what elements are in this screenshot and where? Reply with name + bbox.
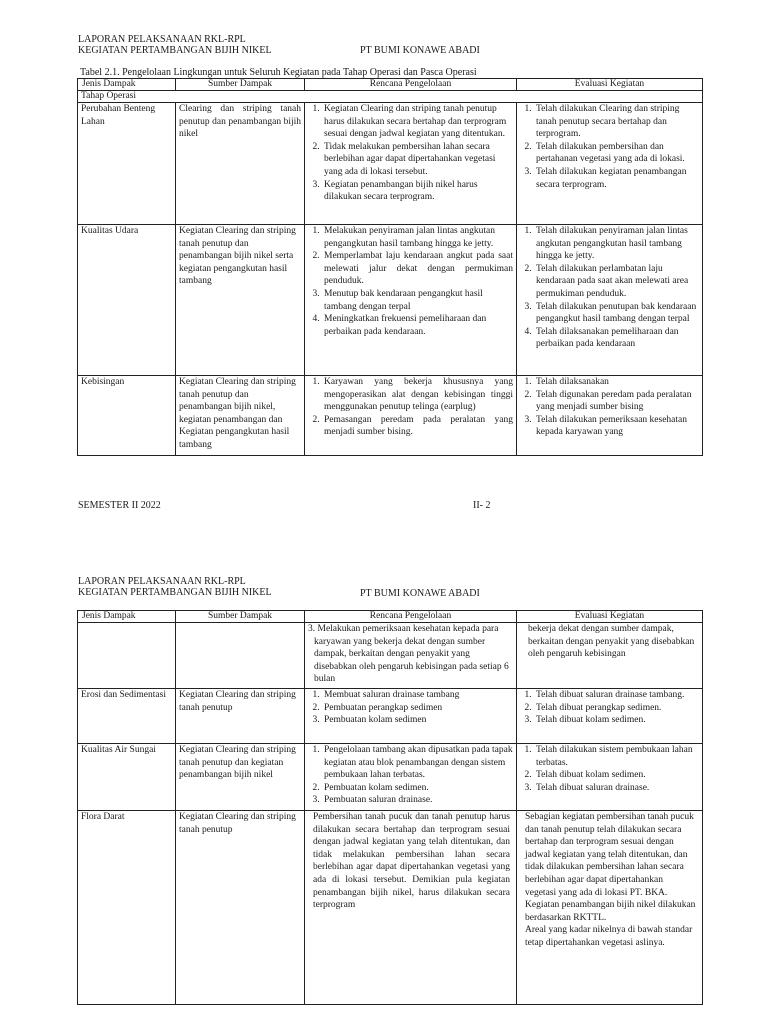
report-title: LAPORAN PELAKSANAAN RKL-RPL [78, 34, 246, 45]
company-name: PT BUMI KONAWE ABADI [360, 588, 480, 599]
rencana-cell [305, 103, 517, 225]
list-item: 2. Pembuatan perangkap sedimen [322, 702, 513, 715]
list-item: 1. Telah dilakukan Clearing dan striping tanah penutup secara bertahap dan terprogram. [534, 103, 699, 141]
sumber-cell: Kegiatan Clearing dan striping tanah penutup dan penambangan bijih nikel, kegiatan penambangan dan Kegiatan pengangkutan hasil tambang [176, 376, 305, 456]
list-item: 3. Telah dibuat saluran drainase. [534, 782, 699, 795]
list-item: 3. Telah dilakukan penutupan bak kendaraan pengangkut hasil tambang dengan terpal [534, 301, 699, 326]
sumber-cell: Kegiatan Clearing dan striping tanah penutup dan penambangan bijih nikel serta kegiatan pengangkutan hasil tambang [176, 225, 305, 376]
report-subtitle: KEGIATAN PERTAMBANGAN BIJIH NIKEL [78, 587, 272, 598]
page-1 [0, 0, 768, 511]
evaluasi-cell [517, 103, 703, 225]
rencana-cell [305, 623, 517, 689]
report-subtitle: KEGIATAN PERTAMBANGAN BIJIH NIKEL [78, 45, 272, 56]
report-title: LAPORAN PELAKSANAAN RKL-RPL [78, 576, 246, 587]
table-header-row [78, 611, 703, 623]
table-row [78, 225, 703, 376]
list-item: 2. Telah dilakukan pembersihan dan pertahanan vegetasi yang ada di lokasi. [534, 141, 699, 166]
footer-page-number: II- 2 [473, 500, 491, 511]
evaluasi-cell [517, 376, 703, 456]
company-name: PT BUMI KONAWE ABADI [360, 45, 480, 56]
list-item: 3. Kegiatan penambangan bijih nikel harus dilakukan secara terprogram. [322, 179, 513, 204]
evaluasi-cell [517, 744, 703, 811]
table-header-row [78, 79, 703, 91]
table-row [78, 744, 703, 811]
evaluasi-cell [517, 225, 703, 376]
list-item: 3. Pembuatan saluran drainase. [322, 794, 513, 807]
list-item: 1. Melakukan penyiraman jalan lintas angkutan pengangkutan hasil tambang hingga ke jetty. [322, 225, 513, 250]
rencana-cell: Pembersihan tanah pucuk dan tanah penutup harus dilakukan secara bertahap dan terprogram sesuai dengan jadwal kegiatan yang telah ditentukan, dan tidak melakukan pembersihan lahan secara berlebihan agar dapat dipertahankan vegetasi yang ada di lokasi tersebut. Demikian pula kegiatan penambangan bijih nikel, harus dilakukan secara terprogram [305, 811, 517, 1005]
col-header-sumber: Sumber Dampak [176, 79, 305, 91]
evaluasi-cell [517, 811, 703, 1005]
list-item: 2. Memperlambat laju kendaraan angkut pada saat melewati jalur dekat dengan permukiman penduduk. [322, 250, 513, 288]
col-header-evaluasi: Evaluasi Kegiatan [517, 611, 703, 623]
list-item: 3. Telah dilakukan kegiatan penambangan secara terprogram. [534, 166, 699, 191]
rencana-cell [305, 744, 517, 811]
list-number: 3. [308, 624, 316, 634]
section-title: Tahap Operasi [78, 91, 703, 103]
list-item: 4. Telah dilaksanakan pemeliharaan dan perbaikan pada kendaraan [534, 326, 699, 351]
environment-table-continued [77, 610, 703, 1005]
list-item: 4. Meningkatkan frekuensi pemeliharaan dan perbaikan pada kendaraan. [322, 313, 513, 338]
list-item: 2. Telah dilakukan perlambatan laju kendaraan pada saat akan melewati area permukiman penduduk. [534, 263, 699, 301]
rencana-cell [305, 376, 517, 456]
list-item: 1. Telah dibuat saluran drainase tambang. [534, 689, 699, 702]
list-item: 2. Pemasangan peredam pada peralatan yang menjadi sumber bising. [322, 414, 513, 439]
jenis-cell: Kualitas Air Sungai [78, 744, 176, 811]
section-row [78, 91, 703, 103]
list-item: 3. Telah dilakukan pemeriksaan kesehatan kepada karyawan yang [534, 414, 699, 439]
table-row [78, 376, 703, 456]
evaluasi-paragraph: Areal yang kadar nikelnya di bawah standar tetap dipertahankan vegetasi aslinya. [525, 925, 693, 948]
list-item: 2. Telah dibuat perangkap sedimen. [534, 702, 699, 715]
table-row [78, 811, 703, 1005]
col-header-jenis: Jenis Dampak [78, 79, 176, 91]
list-item: 3. Telah dibuat kolam sedimen. [534, 714, 699, 727]
table-row [78, 103, 703, 225]
evaluasi-cell [517, 623, 703, 689]
table-caption: Tabel 2.1. Pengelolaan Lingkungan untuk Seluruh Kegiatan pada Tahap Operasi dan Pasca Operasi [80, 67, 477, 78]
list-item: 1. Telah dilakukan penyiraman jalan lintas angkutan pengangkutan hasil tambang hingga ke jetty. [534, 225, 699, 263]
list-item: 3. Menutup bak kendaraan pengangkut hasil tambang dengan terpal [322, 288, 513, 313]
list-item: 2. Tidak melakukan pembersihan lahan secara berlebihan agar dapat dipertahankan vegetasi yang ada di lokasi tersebut. [322, 141, 513, 179]
col-header-jenis: Jenis Dampak [78, 611, 176, 623]
list-item: 2. Pembuatan kolam sedimen. [322, 782, 513, 795]
list-item: bekerja dekat dengan sumber dampak, berkaitan dengan penyakit yang disebabkan oleh pengaruh kebisingan [528, 624, 695, 660]
col-header-sumber: Sumber Dampak [176, 611, 305, 623]
rencana-cell [305, 225, 517, 376]
list-item: Melakukan pemeriksaan kesehatan kepada para karyawan yang bekerja dekat dengan sumber dampak, berkaitan dengan penyakit yang disebabkan oleh pengaruh kebisingan pada setiap 6 bulan [314, 624, 509, 685]
list-item: 1. Pengelolaan tambang akan dipusatkan pada tapak kegiatan atau blok penambangan dengan sistem pembukaan lahan terbatas. [322, 744, 513, 782]
page-2 [0, 540, 768, 1024]
list-item: 3. Pembuatan kolam sedimen [322, 714, 513, 727]
list-item: 2. Telah digunakan peredam pada peralatan yang menjadi sumber bising [534, 389, 699, 414]
jenis-cell: Kebisingan [78, 376, 176, 456]
jenis-cell: Erosi dan Sedimentasi [78, 689, 176, 744]
sumber-cell: Kegiatan Clearing dan striping tanah penutup [176, 689, 305, 744]
col-header-evaluasi: Evaluasi Kegiatan [517, 79, 703, 91]
col-header-rencana: Rencana Pengelolaan [305, 79, 517, 91]
list-item: 1. Telah dilakukan sistem pembukaan lahan terbatas. [534, 744, 699, 769]
environment-table [77, 78, 703, 456]
list-item: 1. Kegiatan Clearing dan striping tanah penutup harus dilakukan secara bertahap dan terprogram sesuai dengan jadwal kegiatan yang ditentukan. [322, 103, 513, 141]
evaluasi-cell [517, 689, 703, 744]
list-item: 1. Karyawan yang bekerja khususnya yang mengoperasikan alat dengan kebisingan tinggi menggunakan penutup telinga (earplug) [322, 376, 513, 414]
jenis-cell: Kualitas Udara [78, 225, 176, 376]
jenis-cell [78, 623, 176, 689]
list-item: 2. Telah dibuat kolam sedimen. [534, 769, 699, 782]
list-item: 1. Telah dilaksanakan [534, 376, 699, 389]
col-header-rencana: Rencana Pengelolaan [305, 611, 517, 623]
sumber-cell: Clearing dan striping tanah penutup dan penambangan bijih nikel [176, 103, 305, 225]
rencana-cell [305, 689, 517, 744]
sumber-cell: Kegiatan Clearing dan striping tanah penutup [176, 811, 305, 1005]
table-row [78, 689, 703, 744]
table-row [78, 623, 703, 689]
sumber-cell: Kegiatan Clearing dan striping tanah penutup dan kegiatan penambangan bijih nikel [176, 744, 305, 811]
jenis-cell: Flora Darat [78, 811, 176, 1005]
footer-semester: SEMESTER II 2022 [78, 500, 161, 511]
evaluasi-paragraph: Sebagian kegiatan pembersihan tanah pucuk dan tanah penutup telah dilakukan secara bertahap dan terprogram sesuai dengan jadwal kegiatan yang telah ditentukan, dan tidak dilakukan pembersihan lahan secara berlebihan agar dapat dipertahankan vegetasi yang ada di lokasi PT. BKA. Kegiatan penambangan bijih nikel dilakukan berdasarkan RKTTL. [525, 812, 696, 923]
sumber-cell [176, 623, 305, 689]
list-item: 1. Membuat saluran drainase tambang [322, 689, 513, 702]
jenis-cell: Perubahan Benteng Lahan [78, 103, 176, 225]
